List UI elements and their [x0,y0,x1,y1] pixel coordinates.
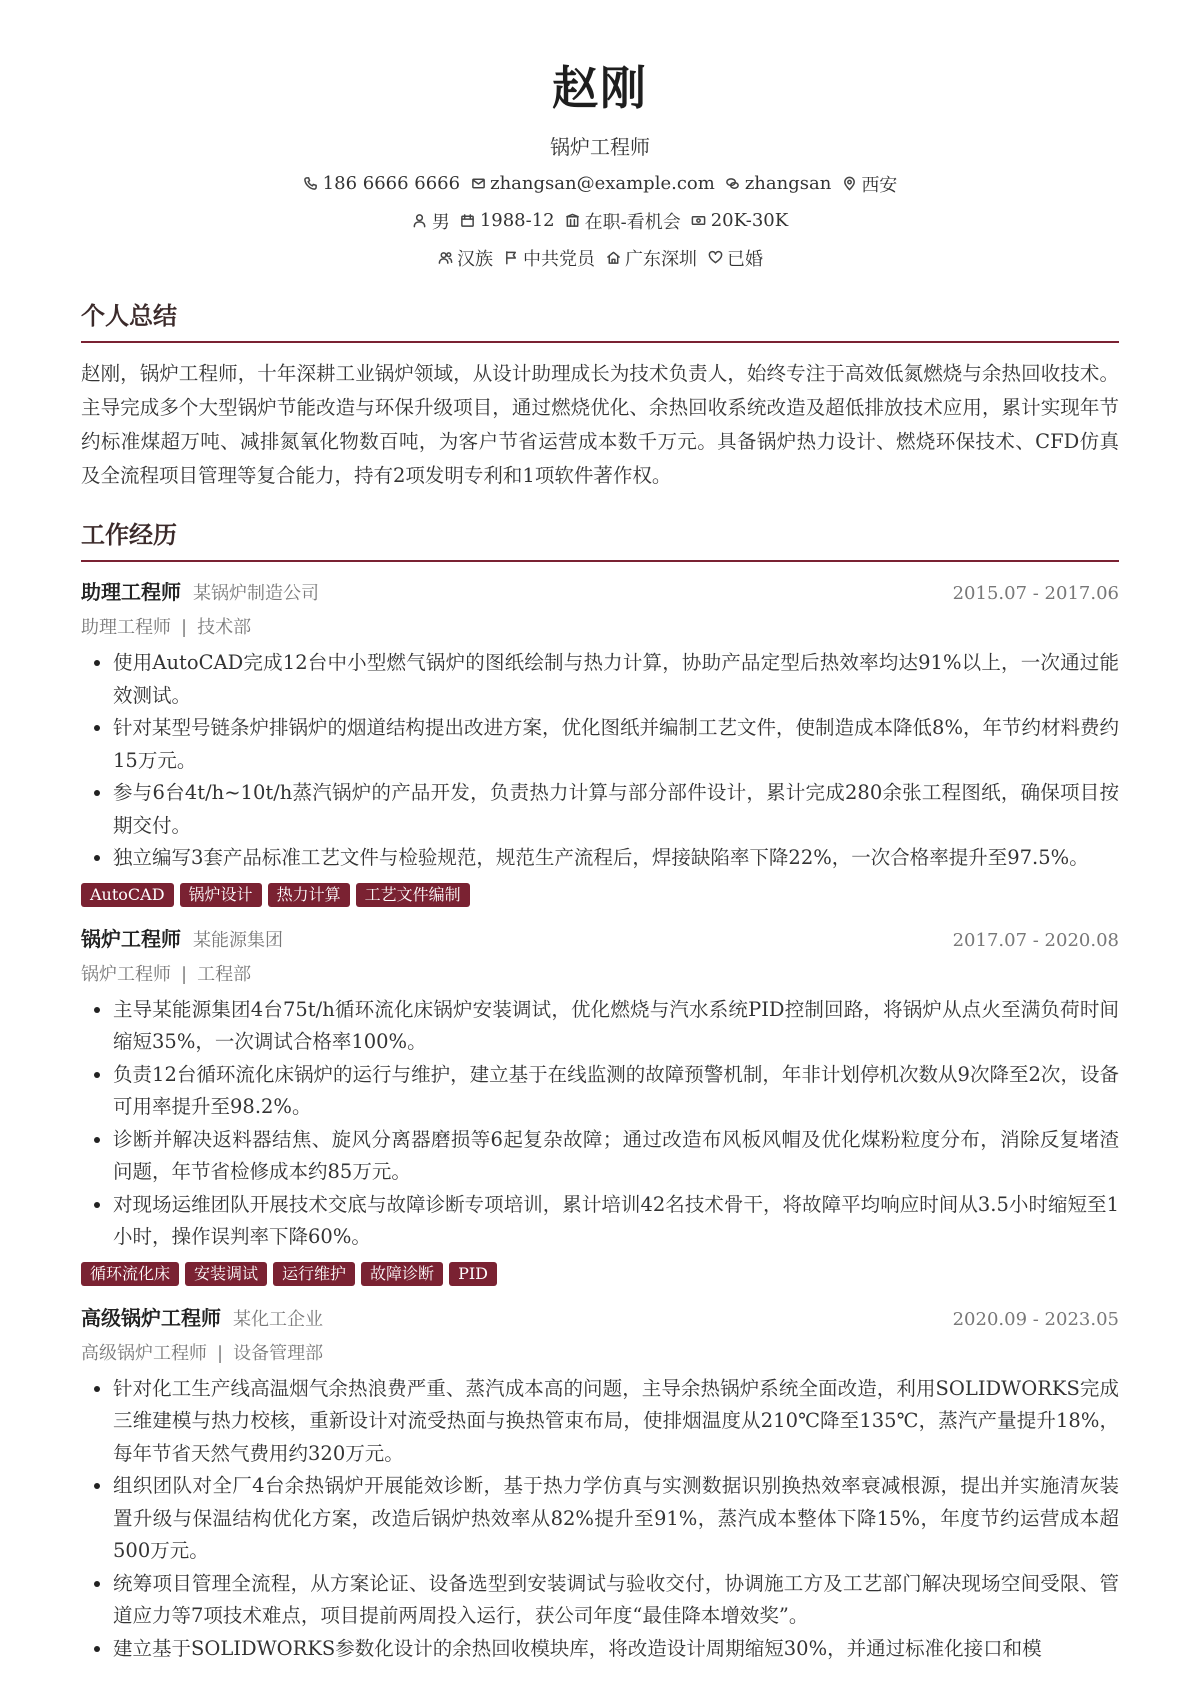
ethnicity-item [437,245,493,271]
job-position: 高级锅炉工程师 [81,1342,207,1364]
skill-tag: 锅炉设计 [180,883,262,907]
city-text: 西安 [861,174,898,196]
job-entry [81,923,1119,1286]
job-role: 高级锅炉工程师 [81,1305,221,1330]
job-bullet: • 针对化工生产线高温烟气余热浪费严重、蒸汽成本高的问题，主导余热锅炉系统全面改造，利用SOLIDWORKS完成三维建模与热力校核，重新设计对流受热面与换热管束布局，使排烟温度从210℃降至135℃，蒸汽产量提升18%，每年节省天然气费用约320万元。 [113,1373,1119,1471]
marital-text: 已婚 [727,248,763,270]
job-company: 某能源集团 [193,929,283,951]
home-icon [605,250,621,266]
separator: | [181,617,188,638]
job-date: 2015.07 - 2017.06 [952,583,1119,604]
people-icon [437,250,453,266]
job-company: 某锅炉制造公司 [193,583,319,604]
job-bullets [81,1373,1119,1666]
job-entry [81,1302,1119,1666]
skill-tag: 工艺文件编制 [356,883,470,907]
marital-item [707,245,763,271]
skill-tag: 安装调试 [185,1262,267,1286]
status-text: 在职-看机会 [584,211,681,233]
skill-tag: 故障诊断 [361,1262,443,1286]
phone-item [303,173,460,194]
gender-text: 男 [431,211,450,233]
job-bullet: • 负责12台循环流化床锅炉的运行与维护，建立基于在线监测的故障预警机制，年非计划停机次数从9次降至2次，设备可用率提升至98.2%。 [113,1059,1119,1124]
phone-text: 186 6666 6666 [322,173,461,195]
location-icon [841,176,857,192]
hometown-text: 广东深圳 [625,248,697,270]
job-header [81,923,1119,952]
wechat-text: zhangsan [744,173,832,195]
job-bullet: • 参与6台4t/h~10t/h蒸汽锅炉的产品开发，负责热力计算与部分部件设计，累计完成280余张工程图纸，确保项目按期交付。 [113,777,1119,842]
job-bullet: • 使用AutoCAD完成12台中小型燃气锅炉的图纸绘制与热力计算，协助产品定型后热效率均达91%以上，一次通过能效测试。 [113,647,1119,712]
email-item [470,173,715,194]
job-role: 助理工程师 [81,580,181,604]
summary-text: 赵刚，锅炉工程师，十年深耕工业锅炉领域，从设计助理成长为技术负责人，始终专注于高效低氮燃烧与余热回收技术。主导完成多个大型锅炉节能改造与环保升级项目，通过燃烧优化、余热回收系统改造及超低排放技术应用，累计实现年节约标准煤超万吨、减排氮氧化物数百吨，为客户节省运营成本数千万元。具备锅炉热力设计、燃烧环保技术、CFD仿真及全流程项目管理等复合能力，持有2项发明专利和1项软件著作权。 [81,362,1119,487]
experience-heading: 工作经历 [81,515,1119,562]
job-date: 2020.09 - 2023.05 [952,1308,1119,1330]
job-subtitle [81,960,1119,986]
job-position: 助理工程师 [81,617,171,638]
job-department: 设备管理部 [233,1342,324,1364]
skill-tag: 热力计算 [268,883,350,907]
job-date: 2017.07 - 2020.08 [952,929,1119,951]
gender-item [412,208,450,234]
job-department: 工程部 [197,963,252,985]
job-bullet: • 诊断并解决返料器结焦、旋风分离器磨损等6起复杂故障；通过改造布风板风帽及优化煤粉粒度分布，消除反复堵渣问题，年节省检修成本约85万元。 [113,1124,1119,1189]
status-item [565,208,681,234]
building-icon [565,213,581,229]
politics-item [503,245,595,271]
skill-tags [81,883,1119,907]
flag-icon [503,250,519,266]
money-icon [691,213,707,229]
job-title-group [81,1302,323,1331]
skill-tag: 循环流化床 [81,1262,179,1286]
candidate-title: 锅炉工程师 [550,134,650,159]
summary-section [81,296,1119,493]
salary-item [691,210,788,231]
resume-header [0,0,1200,271]
politics-text: 中共党员 [523,248,595,270]
experience-section [81,515,1119,1665]
personal-row [0,208,1200,234]
job-title-group [81,576,319,605]
job-department: 技术部 [197,617,252,638]
separator: | [181,963,188,985]
salary-text: 20K-30K [710,210,789,232]
job-bullet: • 建立基于SOLIDWORKS参数化设计的余热回收模块库，将改造设计周期缩短30%，并通过标准化接口和模 [113,1633,1119,1666]
skill-tag: AutoCAD [81,883,174,907]
job-bullet: • 对现场运维团队开展技术交底与故障诊断专项培训，累计培训42名技术骨干，将故障平均响应时间从3.5小时缩短至1小时，操作误判率下降60%。 [113,1189,1119,1254]
mail-icon [470,176,486,192]
summary-heading: 个人总结 [81,296,1119,343]
job-bullets [81,647,1119,875]
birth-text: 1988-12 [479,210,555,232]
job-bullet: • 组织团队对全厂4台余热锅炉开展能效诊断，基于热力学仿真与实测数据识别换热效率衰减根源，提出并实施清灰装置升级与保温结构优化方案，改造后锅炉热效率从82%提升至91%，蒸汽成本整体下降15%，年度节约运营成本超500万元。 [113,1470,1119,1568]
job-header [81,1302,1119,1331]
skill-tag: PID [449,1262,497,1286]
wechat-icon [725,176,741,192]
job-role: 锅炉工程师 [81,926,181,951]
city-item [841,171,897,197]
calendar-icon [460,213,476,229]
contact-row [0,171,1200,197]
job-subtitle [81,613,1119,639]
phone-icon [303,176,319,192]
job-title-group [81,923,283,952]
email-text: zhangsan@example.com [490,173,715,195]
job-subtitle [81,1339,1119,1365]
job-header [81,576,1119,605]
heart-icon [707,250,723,266]
wechat-item [725,173,831,194]
hometown-item [605,245,697,271]
job-bullet: • 独立编写3套产品标准工艺文件与检验规范，规范生产流程后，焊接缺陷率下降22%，一次合格率提升至97.5%。 [113,842,1119,875]
resume-content [81,296,1119,1665]
job-company: 某化工企业 [233,1308,323,1330]
job-bullet: • 主导某能源集团4台75t/h循环流化床锅炉安装调试，优化燃烧与汽水系统PID控制回路，将锅炉从点火至满负荷时间缩短35%，一次调试合格率100%。 [113,994,1119,1059]
job-entry [81,576,1119,907]
user-icon [412,213,428,229]
job-position: 锅炉工程师 [81,963,171,985]
ethnicity-text: 汉族 [457,248,493,270]
job-bullet: • 针对某型号链条炉排锅炉的烟道结构提出改进方案，优化图纸并编制工艺文件，使制造成本降低8%，年节约材料费约15万元。 [113,712,1119,777]
job-bullet: • 统筹项目管理全流程，从方案论证、设备选型到安装调试与验收交付，协调施工方及工艺部门解决现场空间受限、管道应力等7项技术难点，项目提前两周投入运行，获公司年度“最佳降本增效奖”。 [113,1568,1119,1633]
skill-tag: 运行维护 [273,1262,355,1286]
candidate-name: 赵刚 [552,61,648,115]
extra-row [0,245,1200,271]
birth-item [460,210,555,231]
job-list [81,576,1119,1665]
separator: | [217,1342,224,1364]
skill-tags [81,1262,1119,1286]
job-bullets [81,994,1119,1254]
